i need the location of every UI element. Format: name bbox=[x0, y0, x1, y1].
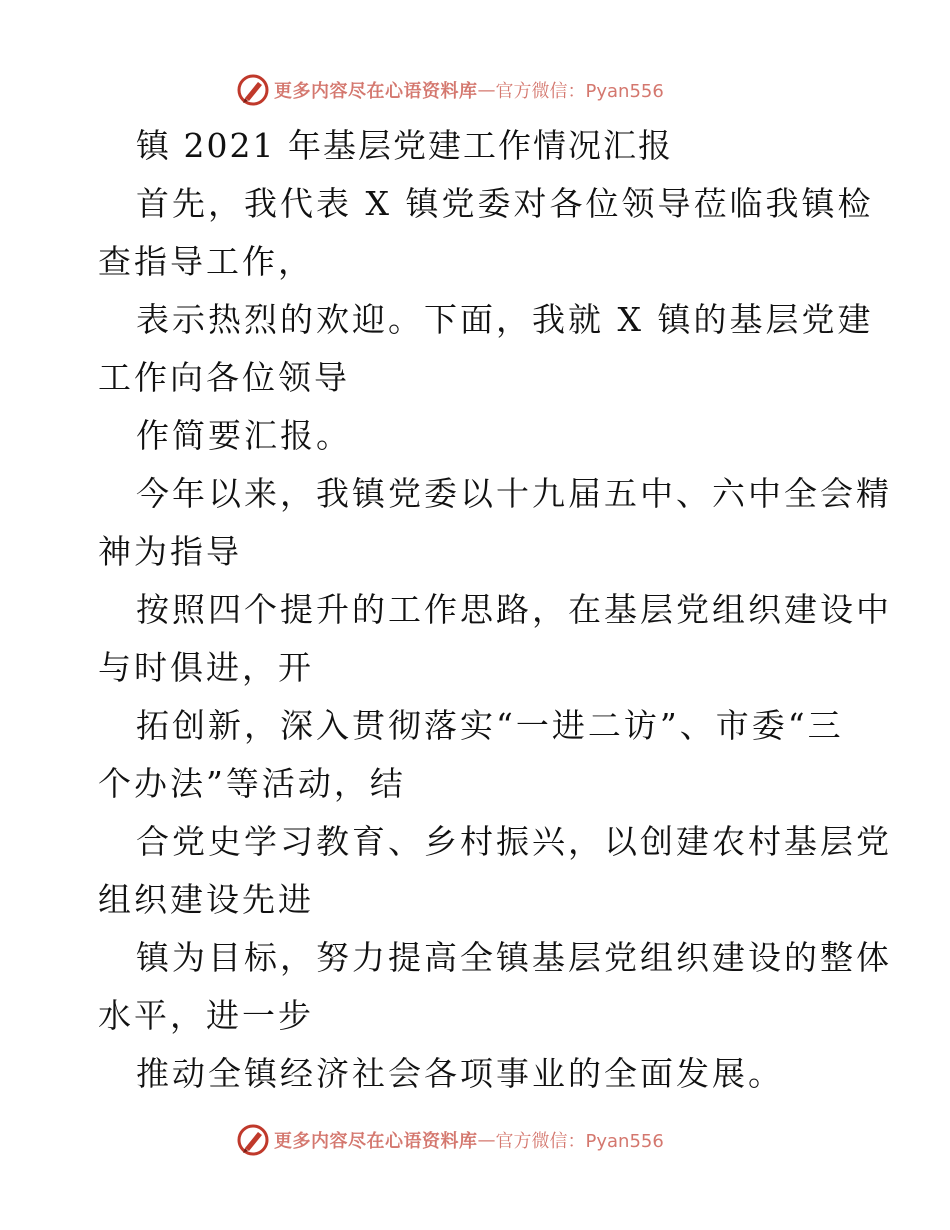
watermark-main-text: 更多内容尽在心语资料库 bbox=[274, 1131, 478, 1152]
watermark-dash: — bbox=[477, 79, 496, 101]
header-watermark bbox=[236, 72, 664, 108]
paragraph-line: 与时俱进，开 bbox=[98, 648, 314, 687]
paragraph-line: 首先，我代表 X 镇党委对各位领导莅临我镇检 bbox=[136, 184, 874, 223]
paragraph-line: 查指导工作， bbox=[98, 242, 314, 281]
paragraph-line: 个办法”等活动，结 bbox=[98, 764, 406, 803]
paragraph-line: 组织建设先进 bbox=[98, 880, 314, 919]
document-title: 镇 2021 年基层党建工作情况汇报 bbox=[136, 126, 673, 165]
paragraph-line: 神为指导 bbox=[98, 532, 242, 571]
watermark-wechat-text: 官方微信：Pyan556 bbox=[495, 81, 664, 102]
paragraph-line: 作简要汇报。 bbox=[136, 416, 352, 455]
paragraph-line: 工作向各位领导 bbox=[98, 358, 350, 397]
paragraph-line: 推动全镇经济社会各项事业的全面发展。 bbox=[136, 1054, 784, 1093]
paragraph-line: 拓创新，深入贯彻落实“一进二访”、市委“三 bbox=[136, 706, 844, 745]
paragraph-line: 表示热烈的欢迎。下面，我就 X 镇的基层党建 bbox=[136, 300, 874, 339]
pen-logo-icon bbox=[236, 1123, 270, 1157]
paragraph-line: 今年以来，我镇党委以十九届五中、六中全会精 bbox=[136, 474, 892, 513]
paragraph-line: 合党史学习教育、乡村振兴，以创建农村基层党 bbox=[136, 822, 892, 861]
paragraph-line: 镇为目标，努力提高全镇基层党组织建设的整体 bbox=[136, 938, 892, 977]
paragraph-line: 水平，进一步 bbox=[98, 996, 314, 1035]
watermark-wechat-text: 官方微信：Pyan556 bbox=[495, 1131, 664, 1152]
footer-watermark bbox=[236, 1122, 664, 1158]
paragraph-line: 按照四个提升的工作思路，在基层党组织建设中 bbox=[136, 590, 892, 629]
watermark-dash: — bbox=[477, 1129, 496, 1151]
watermark-main-text: 更多内容尽在心语资料库 bbox=[274, 81, 478, 102]
pen-logo-icon bbox=[236, 73, 270, 107]
